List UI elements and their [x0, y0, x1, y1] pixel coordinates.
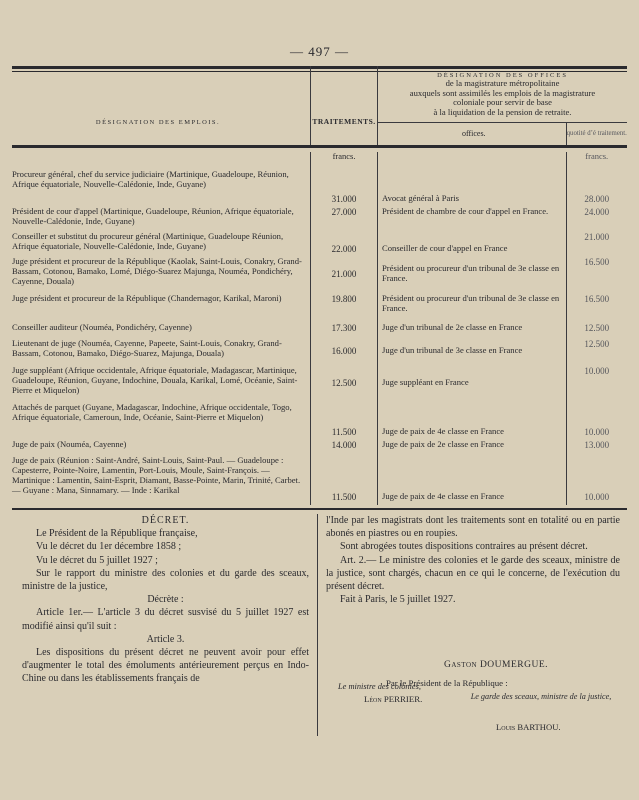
decree-continuation: l'Inde par les magistrats dont les traitements sont en totalité ou en partie abonés en piastres ou en roupies. — [326, 515, 620, 540]
designation-line-4: coloniale pour servir de base — [453, 97, 552, 108]
decree-article-1: Article 1er.— L'article 3 du décret susvisé du 5 juillet 1927 est modifié ainsi qu'il suit : — [22, 607, 309, 632]
header-traitements-cell — [311, 66, 378, 147]
emploi-text: Juge président et procureur de la République (Chandernagor, Karikal, Maroni) — [12, 293, 282, 303]
quotite-value: 21.000 — [566, 232, 627, 257]
table-row — [12, 339, 627, 366]
traitement-value: 11.500 — [311, 403, 378, 440]
quotite-value: 10.000 — [566, 366, 627, 403]
office-text: Président ou procureur d'un tribunal de 3e classe en France. — [382, 263, 560, 283]
header-emplois-cell — [12, 66, 311, 147]
garde-des-sceaux-name: Louis BARTHOU. — [496, 722, 561, 732]
emploi-text: Conseiller et substitut du procureur général (Martinique, Guadeloupe Réunion, Afrique équatoriale, Nouvelle-Calédonie, Inde, Guyane) — [12, 231, 284, 251]
traitement-value: 31.000 — [311, 170, 378, 207]
office-text: Président de chambre de cour d'appel en France. — [382, 206, 549, 216]
decree-article-3-title: Article 3. — [146, 633, 185, 645]
traitement-value: 21.000 — [311, 257, 378, 294]
header-designation-cell — [378, 66, 627, 123]
header-emplois: DÉSIGNATION DES EMPLOIS. — [95, 118, 221, 126]
designation-line-1: DÉSIGNATION DES OFFICES — [437, 72, 568, 79]
emploi-text: Juge de paix (Réunion : Saint-André, Saint-Louis, Saint-Paul. — Guadeloupe : Capesterre, Pointe-Noire, Lamentin, Port-Louis, Moule, Saint-François. — Martinique : Lamentin, Saint-Esprit, Diamant, Basse-Pointe, Marin, Trinité, Carbet. — Guyane : Mana, Sinnamary. — Inde : Karikal — [12, 455, 301, 495]
decree-fait: Fait à Paris, le 5 juillet 1927. — [340, 594, 456, 606]
traitement-value: 22.000 — [311, 232, 378, 257]
salary-table — [12, 66, 627, 508]
quotite-value: 13.000 — [566, 440, 627, 456]
table-row — [12, 294, 627, 323]
quotite-value: 12.500 — [566, 323, 627, 339]
office-text: Juge de paix de 2e classe en France — [382, 439, 504, 449]
decree-right-column — [326, 514, 620, 606]
par-le-president: Par le Président de la République : — [386, 678, 508, 688]
decree-title: DÉCRET. — [141, 515, 190, 526]
page-number: — 497 — — [290, 44, 349, 59]
quotite-value: 28.000 — [566, 170, 627, 207]
emploi-text: Juge suppléant (Afrique occidentale, Afrique équatoriale, Madagascar, Martinique, Guadeloupe, Réunion, Guyane, Indochine, Douala, Karikal, Lomé, Océanie, Saint-Pierre et Miquelon) — [12, 365, 298, 395]
office-text: Juge de paix de 4e classe en France — [382, 491, 504, 502]
quotite-value: 10.000 — [566, 456, 627, 505]
traitement-value: 11.500 — [311, 456, 378, 505]
header-offices: offices. — [461, 129, 486, 139]
office-text: Avocat général à Paris — [382, 193, 459, 204]
table-row — [12, 440, 627, 456]
quotite-value: 16.500 — [566, 257, 627, 294]
table-row — [12, 456, 627, 505]
office-text: Conseiller de cour d'appel en France — [382, 243, 508, 254]
table-header-row — [12, 66, 627, 123]
header-quotite: quotité d’é traitement. — [566, 123, 627, 147]
column-divider — [317, 514, 318, 736]
garde-des-sceaux-title: Le garde des sceaux, ministre de la justice, — [470, 692, 612, 701]
emploi-text: Président de cour d'appel (Martinique, Guadeloupe, Réunion, Afrique équatoriale, Nouvelle-Calédonie, Inde, Guyane) — [12, 206, 294, 226]
traitement-value: 14.000 — [311, 440, 378, 456]
header-traitements: TRAITEMENTS. — [312, 117, 376, 127]
emploi-text: Juge de paix (Nouméa, Cayenne) — [12, 439, 127, 449]
office-text: Juge d'un tribunal de 2e classe en France — [382, 322, 523, 332]
decree-line: Sur le rapport du ministre des colonies et du garde des sceaux, ministre de la justice, — [22, 567, 309, 592]
table-row — [12, 323, 627, 339]
francs-label-quotite: francs. — [566, 152, 627, 170]
decree-decrete: Décrète : — [147, 594, 184, 606]
traitement-value: 27.000 — [311, 207, 378, 232]
emploi-text: Procureur général, chef du service judiciaire (Martinique, Guadeloupe, Réunion, Afrique équatoriale, Nouvelle-Calédonie, Inde, Guyane) — [12, 169, 289, 189]
decree-article-2: Art. 2.— Le ministre des colonies et le garde des sceaux, ministre de la justice, sont chargés, chacun en ce qui le concerne, de l'exécution du présent décret. — [326, 554, 620, 592]
decree-line: Vu le décret du 1er décembre 1858 ; — [36, 541, 182, 553]
office-text: Juge d'un tribunal de 3e classe en France — [382, 345, 523, 356]
table-row — [12, 207, 627, 232]
office-text: Juge suppléant en France — [382, 377, 469, 388]
emploi-text: Lieutenant de juge (Nouméa, Cayenne, Papeete, Saint-Louis, Conakry, Grand-Bassam, Cotonou, Bamako, Diégo-Suarez, Majunga, Douala) — [12, 338, 282, 358]
table-row — [12, 403, 627, 440]
table-row — [12, 257, 627, 294]
decree-line: Le Président de la République française, — [36, 528, 198, 540]
emploi-text: Attachés de parquet (Guyane, Madagascar, Indochine, Afrique occidentale, Togo, Afrique équatoriale, Cameroun, Inde, Océanie, Saint-Pierre et Miquelon) — [12, 402, 292, 422]
quotite-value: 24.000 — [566, 207, 627, 232]
traitement-value: 16.000 — [311, 339, 378, 366]
ministre-colonies-title: Le ministre des colonies, — [338, 682, 421, 691]
decree-left-column — [22, 514, 309, 685]
traitement-value: 19.800 — [311, 294, 378, 323]
emploi-text: Conseiller auditeur (Nouméa, Pondichéry, Cayenne) — [12, 322, 192, 332]
president-signature: Gaston DOUMERGUE. — [444, 660, 549, 670]
table-row — [12, 232, 627, 257]
quotite-value: 10.000 — [566, 403, 627, 440]
ministre-colonies-name: Léon PERRIER. — [364, 694, 423, 704]
designation-line-2: de la magistrature métropolitaine — [445, 78, 560, 89]
designation-line-5: à la liquidation de la pension de retraite. — [433, 106, 572, 117]
emploi-text: Juge président et procureur de la République (Kaolak, Saint-Louis, Conakry, Grand-Bassam, Cotonou, Bamako, Lomé, Diégo-Suarez Majunga, Nouméa, Pondichéry, Cayenne, Douala) — [12, 256, 302, 286]
office-text: Juge de paix de 4e classe en France — [382, 426, 504, 437]
traitement-value: 17.300 — [311, 323, 378, 339]
table-row — [12, 170, 627, 207]
table-row — [12, 366, 627, 403]
office-text: Président ou procureur d'un tribunal de 3e classe en France. — [382, 293, 560, 313]
decree-article-3-text: Les dispositions du présent décret ne peuvent avoir pour effet d'augmenter le total des émoluments antérieurement perçus en Indo-Chine ou dans les établissements français de — [22, 646, 309, 685]
quotite-value: 16.500 — [566, 294, 627, 323]
francs-label-traitements: francs. — [311, 152, 378, 170]
traitement-value: 12.500 — [311, 366, 378, 403]
designation-line-3: auxquels sont assimilés les emplois de la magistrature — [409, 87, 596, 98]
decree-abrogation: Sont abrogées toutes dispositions contraires au présent décret. — [340, 541, 588, 553]
salary-table-grid — [12, 66, 627, 505]
bottom-rule — [12, 508, 627, 510]
decree-line: Vu le décret du 5 juillet 1927 ; — [36, 554, 158, 566]
quotite-value: 12.500 — [566, 339, 627, 366]
